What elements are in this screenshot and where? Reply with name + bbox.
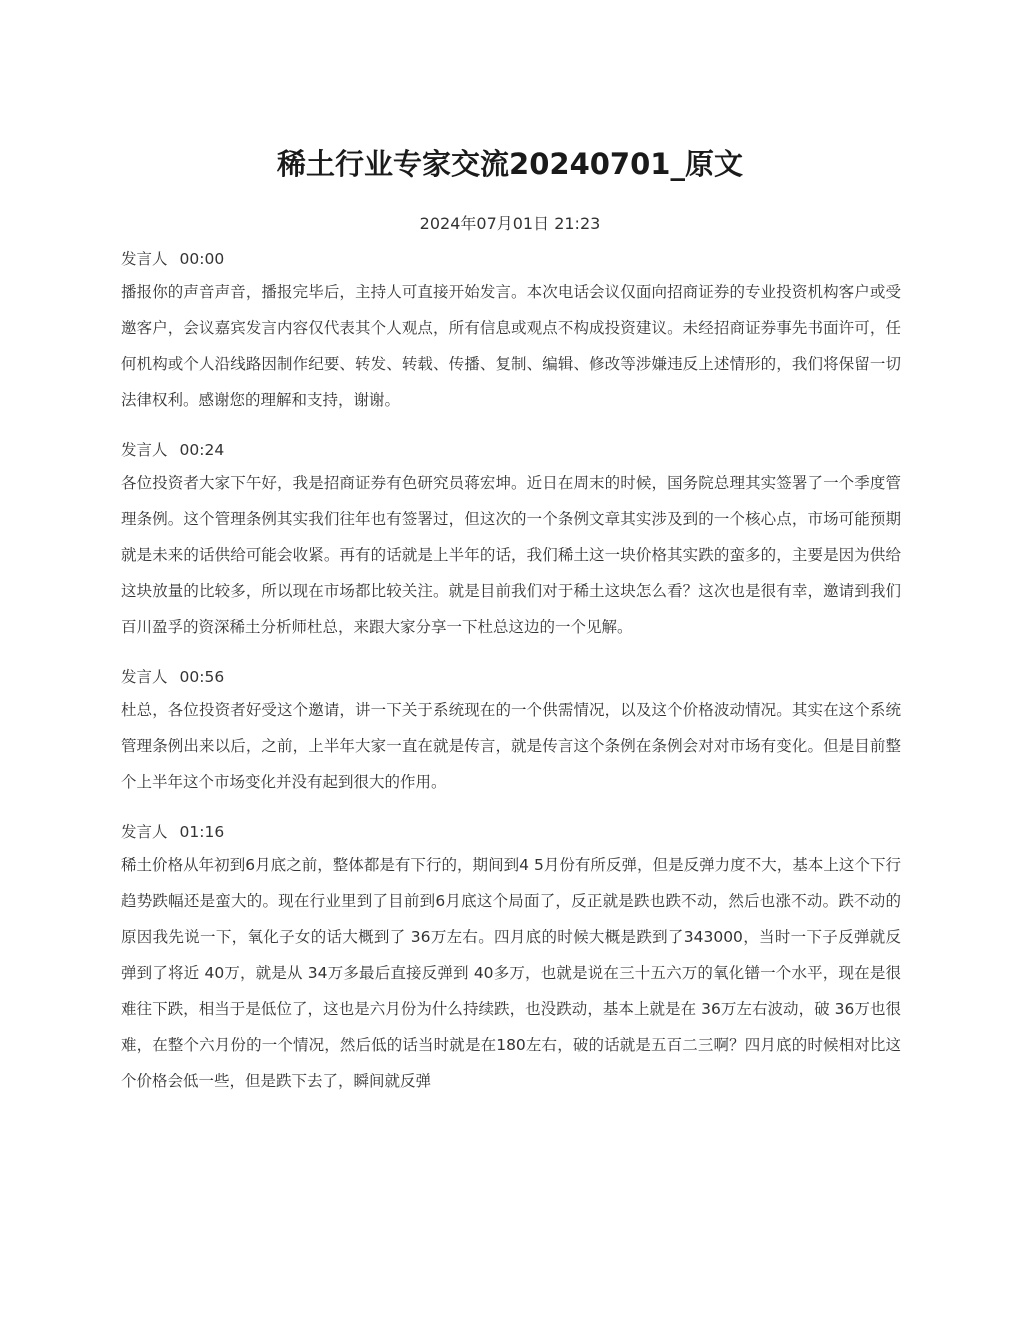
speaker-name: 发言人 <box>121 668 168 686</box>
speaker-line <box>121 819 901 845</box>
speaker-name: 发言人 <box>121 441 168 459</box>
speaker-line <box>121 437 901 463</box>
transcript-section <box>121 664 901 800</box>
transcript-section <box>121 819 901 1099</box>
speaker-timestamp: 00:56 <box>179 668 225 686</box>
speaker-timestamp: 00:24 <box>179 441 225 459</box>
document-date: 2024年07月01日 21:23 <box>419 214 601 233</box>
speaker-name: 发言人 <box>121 250 168 268</box>
speaker-line <box>121 246 901 272</box>
transcript-body <box>121 246 901 1118</box>
speech-paragraph: 杜总，各位投资者好受这个邀请，讲一下关于系统现在的一个供需情况，以及这个价格波动情况。其实在这个系统管理条例出来以后，之前，上半年大家一直在就是传言，就是传言这个条例在条例会对对市场有变化。但是目前整个上半年这个市场变化并没有起到很大的作用。 <box>121 701 901 791</box>
speaker-name: 发言人 <box>121 823 168 841</box>
speech-paragraph: 播报你的声音声音，播报完毕后，主持人可直接开始发言。本次电话会议仅面向招商证券的专业投资机构客户或受邀客户，会议嘉宾发言内容仅代表其个人观点，所有信息或观点不构成投资建议。未经招商证券事先书面许可，任何机构或个人沿线路因制作纪要、转发、转载、传播、复制、编辑、修改等涉嫌违反上述情形的，我们将保留一切法律权利。感谢您的理解和支持，谢谢。 <box>121 283 901 409</box>
speech-paragraph: 各位投资者大家下午好，我是招商证券有色研究员蒋宏坤。近日在周末的时候，国务院总理其实签署了一个季度管理条例。这个管理条例其实我们往年也有签署过，但这次的一个条例文章其实涉及到的一个核心点，市场可能预期就是未来的话供给可能会收紧。再有的话就是上半年的话，我们稀土这一块价格其实跌的蛮多的，主要是因为供给这块放量的比较多，所以现在市场都比较关注。就是目前我们对于稀土这块怎么看？这次也是很有幸，邀请到我们百川盈孚的资深稀土分析师杜总，来跟大家分享一下杜总这边的一个见解。 <box>121 474 901 636</box>
speaker-line <box>121 664 901 690</box>
speaker-timestamp: 01:16 <box>179 823 225 841</box>
transcript-section <box>121 246 901 418</box>
transcript-section <box>121 437 901 645</box>
speaker-timestamp: 00:00 <box>179 250 225 268</box>
speech-paragraph: 稀土价格从年初到6月底之前，整体都是有下行的，期间到4 5月份有所反弹，但是反弹力度不大，基本上这个下行趋势跌幅还是蛮大的。现在行业里到了目前到6月底这个局面了，反正就是跌也跌不动，然后也涨不动。跌不动的原因我先说一下，氧化子女的话大概到了 36万左右。四月底的时候大概是跌到了343000，当时一下子反弹就反弹到了将近 40万，就是从 34万多最后直接反弹到 40多万，也就是说在三十五六万的氧化镨一个水平，现在是很难往下跌，相当于是低位了，这也是六月份为什么持续跌，也没跌动，基本上就是在 36万左右波动，破 36万也很难，在整个六月份的一个情况，然后低的话当时就是在180左右，破的话就是五百二三啊？四月底的时候相对比这个价格会低一些，但是跌下去了，瞬间就反弹 <box>121 856 901 1090</box>
document-title: 稀土行业专家交流20240701_原文 <box>277 147 743 181</box>
